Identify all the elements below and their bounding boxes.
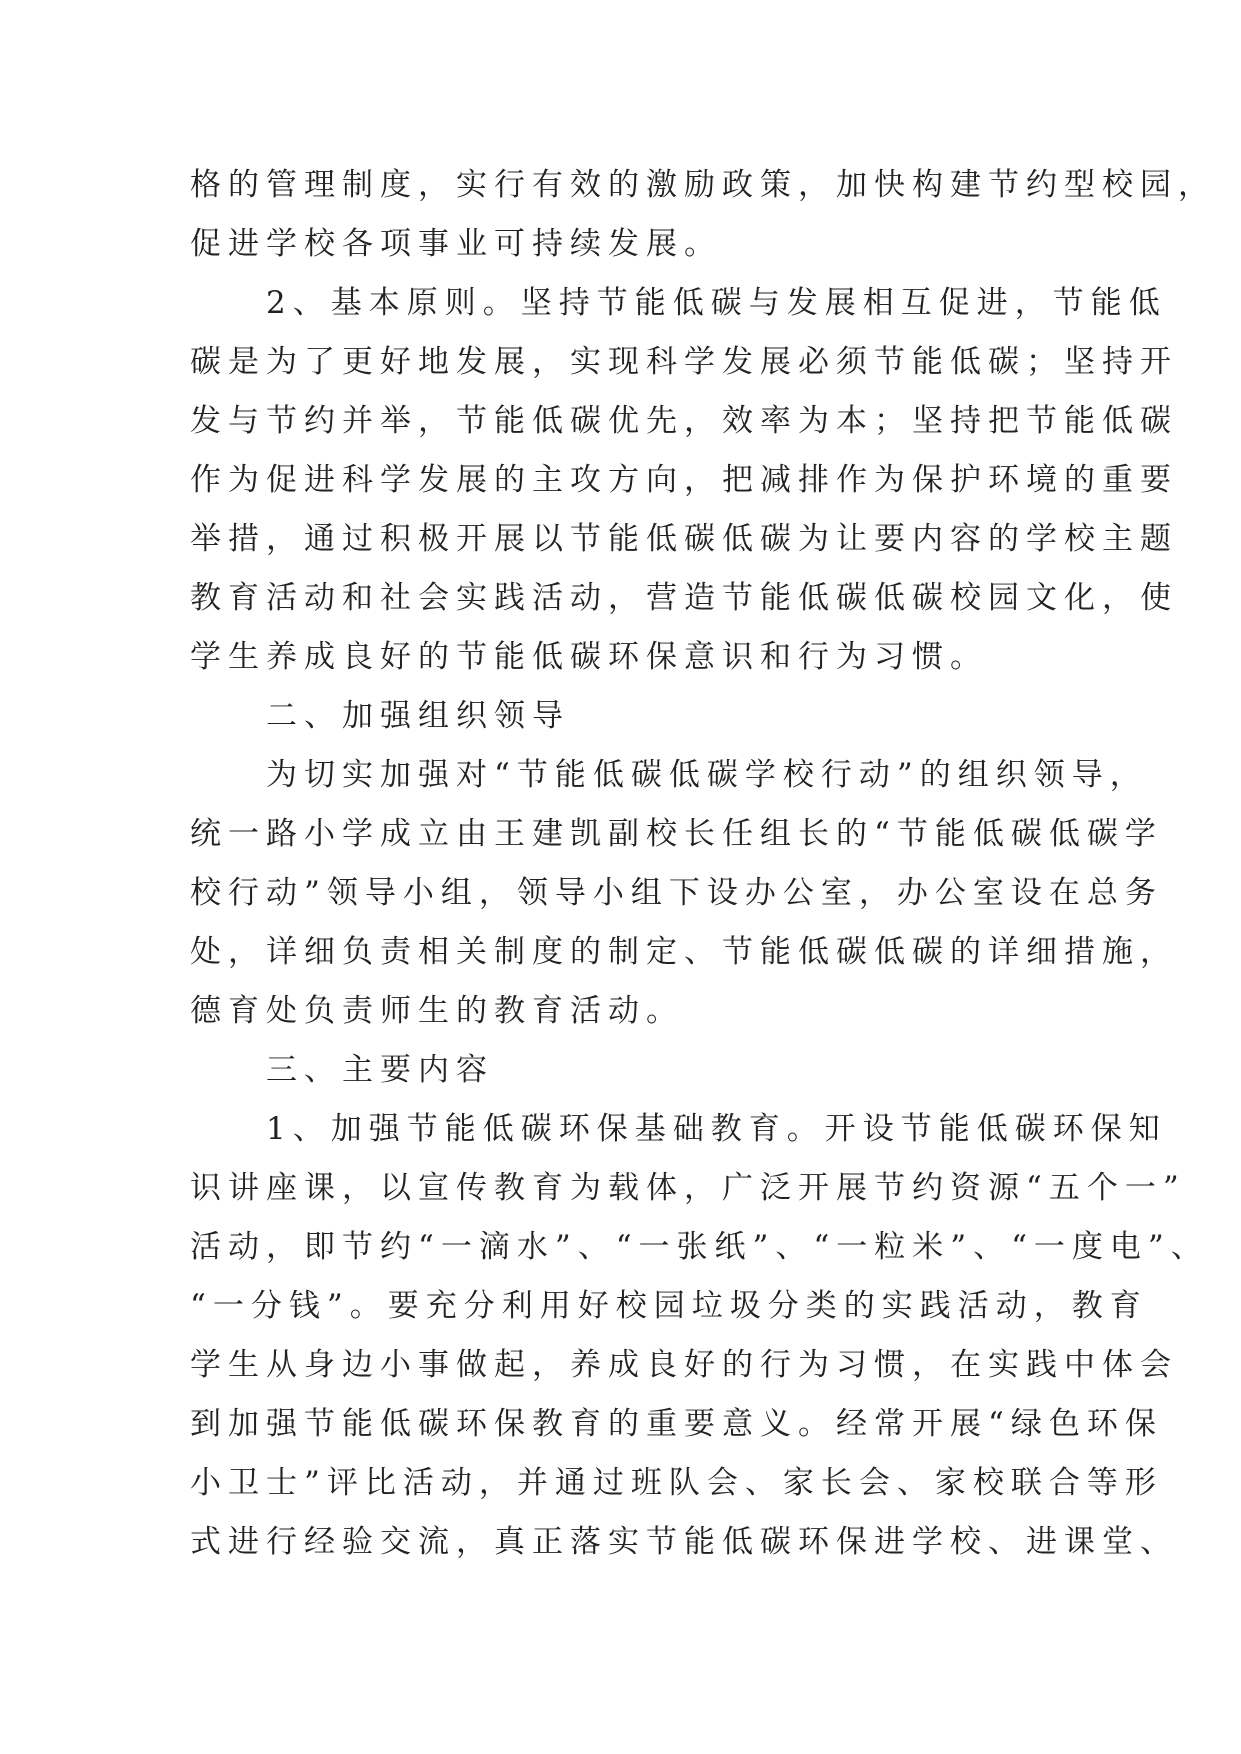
text-line: 处，详细负责相关制度的制定、节能低碳低碳的详细措施， xyxy=(190,934,1178,970)
text-line: 碳是为了更好地发展，实现科学发展必须节能低碳；坚持开 xyxy=(190,344,1178,380)
text-line: 统一路小学成立由王建凯副校长任组长的“节能低碳低碳学 xyxy=(190,816,1163,852)
text-line: 式进行经验交流，真正落实节能低碳环保进学校、进课堂、 xyxy=(190,1524,1178,1560)
text-line: 促进学校各项事业可持续发展。 xyxy=(190,226,722,262)
text-line: 发与节约并举，节能低碳优先，效率为本；坚持把节能低碳 xyxy=(190,403,1178,439)
text-line: 识讲座课，以宣传教育为载体，广泛开展节约资源“五个一” xyxy=(190,1170,1186,1206)
text-line: 为切实加强对“节能低碳低碳学校行动”的组织领导， xyxy=(190,757,1148,793)
document-body xyxy=(190,156,1216,1572)
text-line: 德育处负责师生的教育活动。 xyxy=(190,993,684,1029)
section-heading: 三、主要内容 xyxy=(190,1052,494,1088)
text-line: “一分钱”。要充分利用好校园垃圾分类的实践活动，教育 xyxy=(190,1288,1148,1324)
text-line: 举措，通过积极开展以节能低碳低碳为让要内容的学校主题 xyxy=(190,521,1178,557)
text-line: 校行动”领导小组，领导小组下设办公室，办公室设在总务 xyxy=(190,875,1163,911)
section-heading: 二、加强组织领导 xyxy=(190,698,570,734)
text-line: 到加强节能低碳环保教育的重要意义。经常开展“绿色环保 xyxy=(190,1406,1163,1442)
text-line: 1、加强节能低碳环保基础教育。开设节能低碳环保知 xyxy=(190,1111,1167,1147)
text-line: 活动，即节约“一滴水”、“一张纸”、“一粒米”、“一度电”、 xyxy=(190,1229,1209,1265)
text-line: 学生养成良好的节能低碳环保意识和行为习惯。 xyxy=(190,639,988,675)
text-line: 学生从身边小事做起，养成良好的行为习惯，在实践中体会 xyxy=(190,1347,1178,1383)
text-line: 2、基本原则。坚持节能低碳与发展相互促进，节能低 xyxy=(190,285,1167,321)
text-line: 作为促进科学发展的主攻方向，把减排作为保护环境的重要 xyxy=(190,462,1178,498)
text-line: 格的管理制度，实行有效的激励政策，加快构建节约型校园， xyxy=(190,167,1216,203)
text-line: 教育活动和社会实践活动，营造节能低碳低碳校园文化，使 xyxy=(190,580,1178,616)
text-line: 小卫士”评比活动，并通过班队会、家长会、家校联合等形 xyxy=(190,1465,1163,1501)
